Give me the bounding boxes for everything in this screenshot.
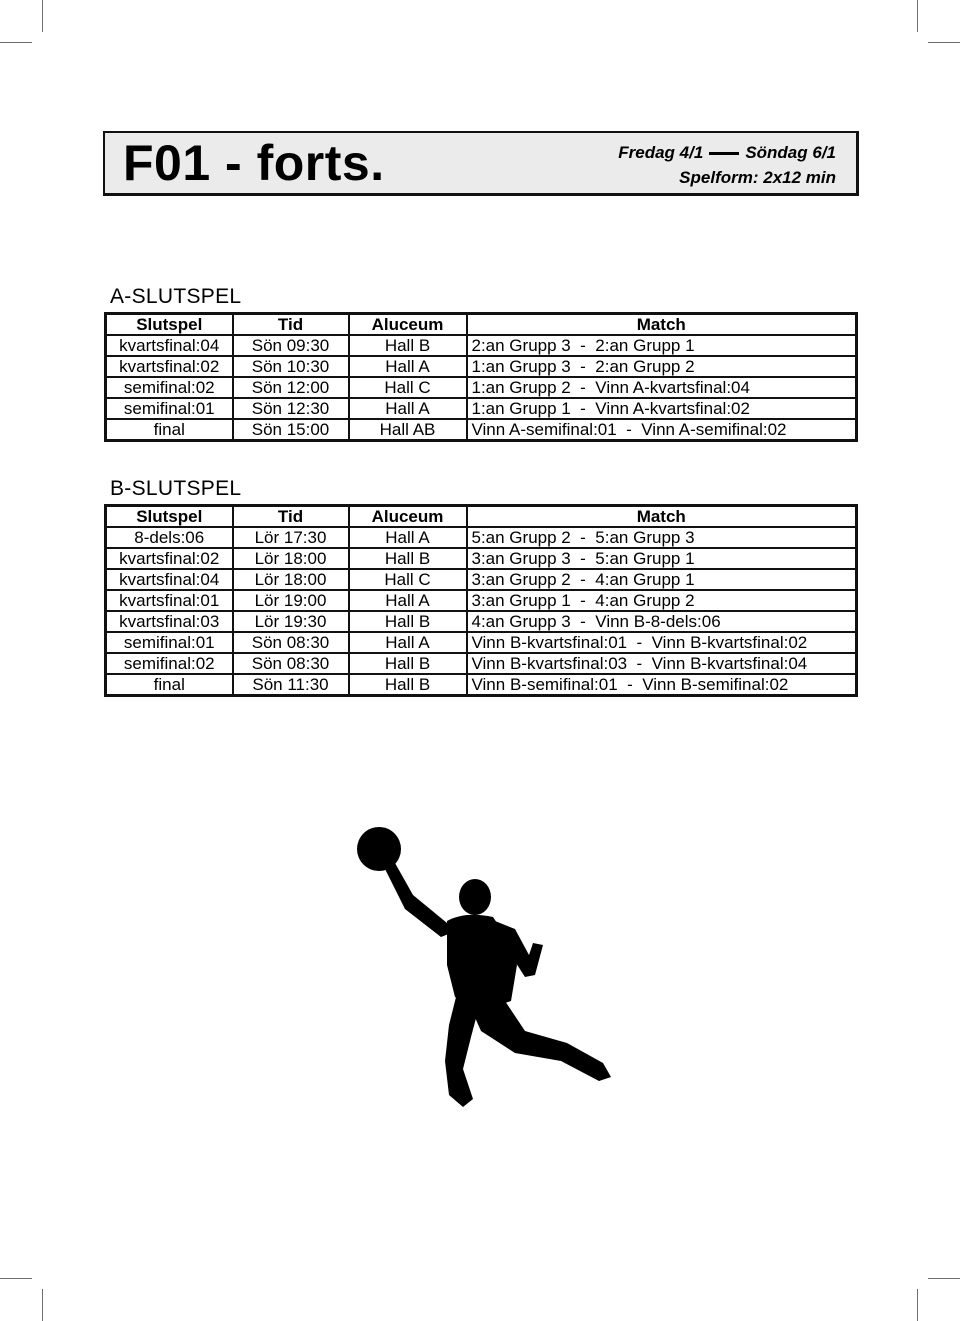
crop-mark [917,1289,918,1321]
cell-aluceum: Hall A [349,632,467,653]
cell-match: 3:an Grupp 1 - 4:an Grupp 2 [467,590,857,611]
cell-match: 1:an Grupp 2 - Vinn A-kvartsfinal:04 [467,377,857,398]
col-header-slutspel: Slutspel [106,506,233,528]
cell-tid: Sön 12:00 [233,377,349,398]
table-row [106,569,857,590]
col-header-tid: Tid [233,314,349,336]
cell-match: Vinn B-kvartsfinal:01 - Vinn B-kvartsfinal:02 [467,632,857,653]
cell-aluceum: Hall C [349,569,467,590]
cell-aluceum: Hall A [349,398,467,419]
date-dash [709,152,739,155]
col-header-slutspel: Slutspel [106,314,233,336]
col-header-aluceum: Aluceum [349,506,467,528]
crop-mark [928,1278,960,1279]
table-row [106,527,857,548]
cell-slutspel: final [106,419,233,441]
table-b-slutspel [104,504,858,697]
table-row [106,356,857,377]
cell-aluceum: Hall AB [349,419,467,441]
cell-match: Vinn B-semifinal:01 - Vinn B-semifinal:02 [467,674,857,696]
cell-aluceum: Hall B [349,611,467,632]
table-row [106,377,857,398]
table-row [106,632,857,653]
table-header-row [106,314,857,336]
cell-tid: Lör 18:00 [233,569,349,590]
game-format: Spelform: 2x12 min [679,168,836,187]
table-row [106,335,857,356]
cell-tid: Lör 18:00 [233,548,349,569]
table-row [106,674,857,696]
cell-slutspel: kvartsfinal:02 [106,548,233,569]
cell-tid: Sön 08:30 [233,653,349,674]
cell-slutspel: semifinal:02 [106,377,233,398]
cell-tid: Sön 10:30 [233,356,349,377]
crop-mark [42,1289,43,1321]
cell-match: 4:an Grupp 3 - Vinn B-8-dels:06 [467,611,857,632]
table-a-slutspel [104,312,858,442]
cell-match: 1:an Grupp 3 - 2:an Grupp 2 [467,356,857,377]
crop-mark [928,42,960,43]
table-row [106,590,857,611]
cell-match: Vinn A-semifinal:01 - Vinn A-semifinal:02 [467,419,857,441]
table-row [106,653,857,674]
cell-slutspel: kvartsfinal:02 [106,356,233,377]
cell-aluceum: Hall A [349,527,467,548]
cell-tid: Sön 12:30 [233,398,349,419]
cell-slutspel: kvartsfinal:01 [106,590,233,611]
cell-match: 5:an Grupp 2 - 5:an Grupp 3 [467,527,857,548]
cell-match: 2:an Grupp 3 - 2:an Grupp 1 [467,335,857,356]
cell-match: 1:an Grupp 1 - Vinn A-kvartsfinal:02 [467,398,857,419]
cell-aluceum: Hall B [349,674,467,696]
section-title-a: A-SLUTSPEL [110,285,242,308]
cell-slutspel: semifinal:02 [106,653,233,674]
cell-tid: Lör 19:30 [233,611,349,632]
col-header-aluceum: Aluceum [349,314,467,336]
basketball-player-silhouette-icon [355,825,615,1110]
cell-tid: Lör 19:00 [233,590,349,611]
cell-tid: Sön 11:30 [233,674,349,696]
cell-tid: Sön 08:30 [233,632,349,653]
cell-tid: Lör 17:30 [233,527,349,548]
cell-slutspel: semifinal:01 [106,632,233,653]
cell-slutspel: semifinal:01 [106,398,233,419]
cell-slutspel: 8-dels:06 [106,527,233,548]
date-start: Fredag 4/1 [618,143,704,162]
cell-aluceum: Hall C [349,377,467,398]
header-box [103,131,859,196]
cell-slutspel: final [106,674,233,696]
date-range [618,143,836,163]
crop-mark [0,1278,32,1279]
cell-match: 3:an Grupp 3 - 5:an Grupp 1 [467,548,857,569]
table-row [106,611,857,632]
table-row [106,548,857,569]
cell-slutspel: kvartsfinal:04 [106,335,233,356]
cell-aluceum: Hall B [349,548,467,569]
cell-tid: Sön 09:30 [233,335,349,356]
col-header-match: Match [467,506,857,528]
crop-mark [0,42,32,43]
cell-aluceum: Hall A [349,356,467,377]
section-title-b: B-SLUTSPEL [110,477,242,500]
cell-aluceum: Hall A [349,590,467,611]
table-row [106,419,857,441]
cell-aluceum: Hall B [349,335,467,356]
cell-match: Vinn B-kvartsfinal:03 - Vinn B-kvartsfinal:04 [467,653,857,674]
col-header-match: Match [467,314,857,336]
table-header-row [106,506,857,528]
cell-aluceum: Hall B [349,653,467,674]
crop-mark [42,0,43,32]
cell-slutspel: kvartsfinal:04 [106,569,233,590]
col-header-tid: Tid [233,506,349,528]
cell-match: 3:an Grupp 2 - 4:an Grupp 1 [467,569,857,590]
page-title: F01 - forts. [123,135,385,191]
table-row [106,398,857,419]
date-end: Söndag 6/1 [745,143,836,162]
cell-slutspel: kvartsfinal:03 [106,611,233,632]
cell-tid: Sön 15:00 [233,419,349,441]
crop-mark [917,0,918,32]
